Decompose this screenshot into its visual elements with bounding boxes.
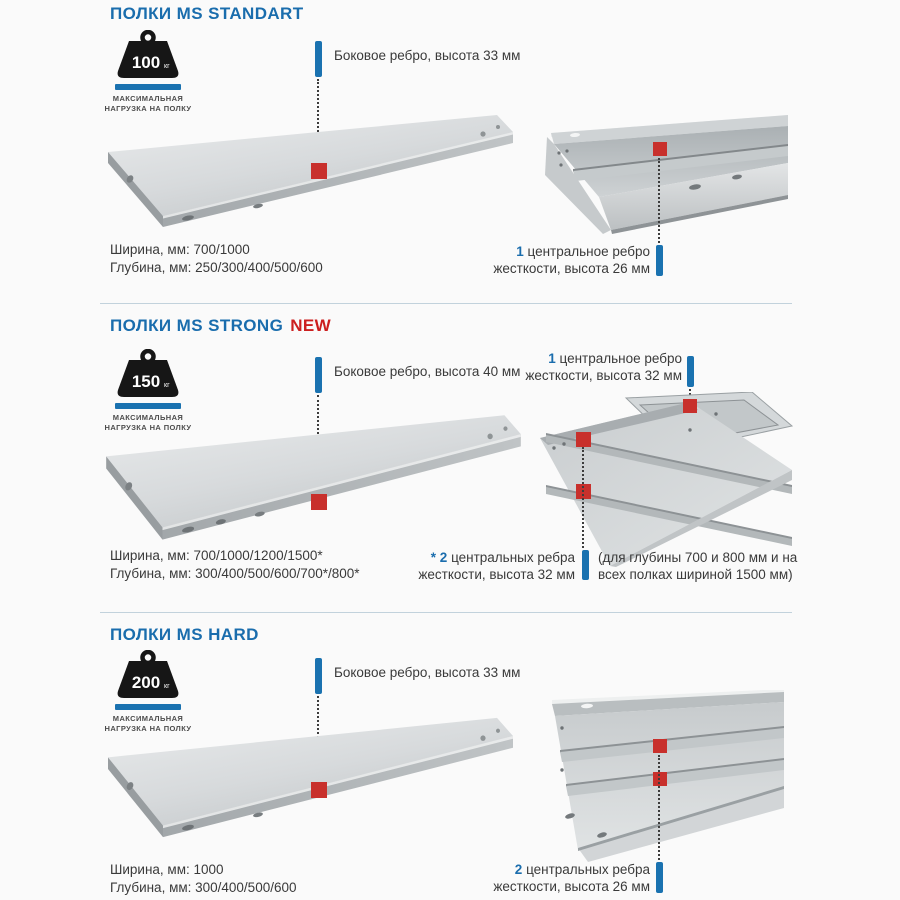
width-dimension: Ширина, мм: 700/1000/1200/1500* <box>110 548 323 563</box>
weight-value: 200 <box>131 673 161 692</box>
section-title-standart <box>110 4 311 24</box>
red-marker <box>653 772 667 786</box>
center-rib-note: 1 центральное ребро жесткости, высота 32 мм <box>525 351 682 383</box>
section-title-strong <box>110 316 331 336</box>
side-rib-marker-bar <box>315 41 322 77</box>
section-title-text: ПОЛКИ MS STRONG <box>110 316 284 335</box>
center-rib-marker-bar <box>656 245 663 276</box>
dotted-line <box>582 447 584 548</box>
weight-icon <box>116 30 180 82</box>
extra-rib-marker-bar <box>582 550 589 580</box>
weight-unit: кг <box>164 63 170 70</box>
dimensions <box>110 241 323 277</box>
center-rib-note: 1 центральное ребро жесткости, высота 26 мм <box>493 244 650 276</box>
center-rib-marker-bar <box>687 356 694 387</box>
side-rib-note: Боковое ребро, высота 33 мм <box>334 665 521 680</box>
extra-rib-note: * 2 центральных ребра жесткости, высота 32 мм <box>418 550 575 582</box>
red-marker <box>311 782 327 798</box>
section-title-text: ПОЛКИ MS HARD <box>110 625 259 644</box>
section-divider <box>100 303 792 304</box>
center-rib-marker-bar <box>656 862 663 893</box>
section-title-text: ПОЛКИ MS STANDART <box>110 4 304 23</box>
depth-dimension: Глубина, мм: 250/300/400/500/600 <box>110 260 323 275</box>
dotted-line <box>658 158 660 243</box>
red-marker <box>576 432 591 447</box>
weight-value: 100 <box>131 53 161 72</box>
weight-value: 150 <box>131 372 161 391</box>
side-rib-note: Боковое ребро, высота 40 мм <box>334 364 521 379</box>
width-dimension: Ширина, мм: 1000 <box>110 862 224 877</box>
width-dimension: Ширина, мм: 700/1000 <box>110 242 250 257</box>
shelf-top-view-image <box>100 686 520 851</box>
side-rib-note: Боковое ребро, высота 33 мм <box>334 48 521 63</box>
extra-rib-parenthetical: (для глубины 700 и 800 мм и на всех полках шириной 1500 мм) <box>598 550 798 582</box>
red-marker <box>683 399 697 413</box>
shelf-underside-image <box>542 690 795 862</box>
center-rib-note: 2 центральных ребра жесткости, высота 26 мм <box>493 862 650 894</box>
dotted-line <box>658 755 660 860</box>
shelf-top-view-image <box>98 382 528 554</box>
weight-unit: кг <box>164 683 170 690</box>
dimensions <box>110 547 360 583</box>
red-marker <box>311 494 327 510</box>
load-caption: МАКСИМАЛЬНАЯ НАГРУЗКА НА ПОЛКУ <box>104 714 192 733</box>
section-divider <box>100 612 792 613</box>
depth-dimension: Глубина, мм: 300/400/500/600 <box>110 880 297 895</box>
shelf-underside-image <box>545 113 795 243</box>
weight-unit: кг <box>164 382 170 389</box>
load-caption: МАКСИМАЛЬНАЯ НАГРУЗКА НА ПОЛКУ <box>104 94 192 113</box>
shelf-underside-stacked-image <box>540 392 795 567</box>
depth-dimension: Глубина, мм: 300/400/500/600/700*/800* <box>110 566 360 581</box>
red-marker <box>653 142 667 156</box>
red-marker <box>311 163 327 179</box>
new-badge: NEW <box>290 316 332 335</box>
shelf-top-view-image <box>100 85 520 240</box>
section-title-hard <box>110 625 266 645</box>
dimensions <box>110 861 296 897</box>
red-marker <box>653 739 667 753</box>
load-caption: МАКСИМАЛЬНАЯ НАГРУЗКА НА ПОЛКУ <box>104 413 192 432</box>
